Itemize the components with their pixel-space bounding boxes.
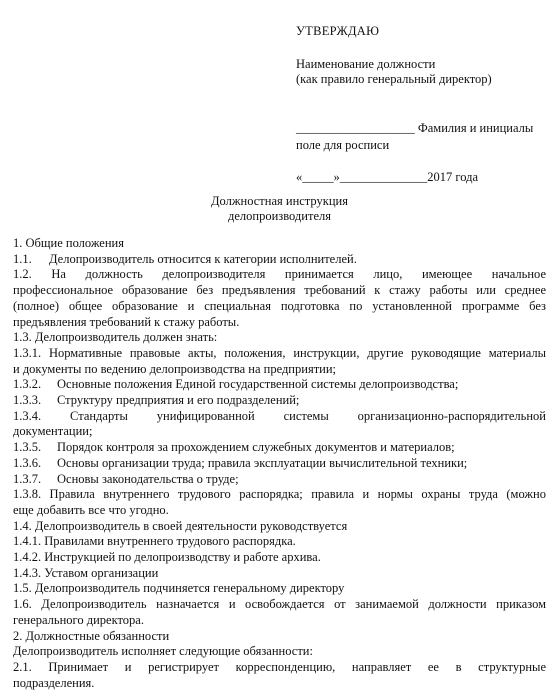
line-text: генерального директора. bbox=[13, 612, 144, 627]
clause-line bbox=[13, 472, 546, 488]
line-text: 1.5. Делопроизводитель подчиняется генеральному директору bbox=[13, 581, 345, 596]
approval-signature-caption: поле для росписи bbox=[296, 138, 390, 152]
line-text: Структуру предприятия и его подразделений; bbox=[57, 393, 300, 408]
clause-line bbox=[13, 644, 546, 660]
document-title-line-2: делопроизводителя bbox=[228, 209, 331, 223]
line-text: 2. Должностные обязанности bbox=[13, 628, 170, 643]
line-text: Основы законодательства о труде; bbox=[57, 471, 239, 486]
document-body bbox=[13, 236, 546, 691]
line-text: 1. Общие положения bbox=[13, 236, 124, 250]
clause-line bbox=[13, 613, 546, 629]
clause-number: 1.1. bbox=[13, 251, 32, 266]
clause-line bbox=[13, 550, 546, 566]
line-text: Делопроизводитель относится к категории исполнителей. bbox=[49, 251, 357, 266]
clause-number: 1.3.3. bbox=[13, 393, 42, 408]
clause-line bbox=[13, 409, 546, 425]
clause-line bbox=[13, 440, 546, 456]
line-text: Порядок контроля за прохождением служебных документов и материалов; bbox=[57, 440, 455, 455]
line-text: предъявления требований к стажу работы. bbox=[13, 314, 240, 329]
line-text: и документы по ведению делопроизводства на предприятии; bbox=[13, 361, 337, 376]
clause-number: 1.3.6. bbox=[13, 455, 42, 470]
clause-line bbox=[13, 362, 546, 378]
clause-line bbox=[13, 660, 546, 676]
clause-line bbox=[13, 377, 546, 393]
line-text: 1.2. На должность делопроизводителя принимается лицо, имеющее начальное bbox=[13, 267, 546, 282]
line-text: подразделения. bbox=[13, 675, 95, 690]
clause-line bbox=[13, 424, 546, 440]
document-title-line-1: Должностная инструкция bbox=[211, 194, 348, 208]
approval-position: Наименование должности bbox=[296, 57, 436, 71]
clause-line bbox=[13, 503, 546, 519]
line-text: 1.3.8. Правила внутреннего трудового распорядка; правила и нормы охраны труда (можно bbox=[13, 487, 546, 502]
clause-line bbox=[13, 566, 546, 582]
section-heading bbox=[13, 629, 546, 645]
clause-line bbox=[13, 346, 546, 362]
line-text: (полное) общее образование и специальная подготовка по установленной программе без bbox=[13, 298, 546, 313]
line-text: 1.4.2. Инструкцией по делопроизводству и работе архива. bbox=[13, 550, 321, 565]
line-text: 1.4.1. Правилами внутреннего трудового распорядка. bbox=[13, 534, 296, 549]
line-text: 1.3. Делопроизводитель должен знать: bbox=[13, 330, 218, 345]
clause-line bbox=[13, 299, 546, 315]
line-text: 1.4. Делопроизводитель в своей деятельности руководствуется bbox=[13, 518, 348, 533]
line-text: Делопроизводитель исполняет следующие обязанности: bbox=[13, 644, 313, 659]
approval-position-note: (как правило генеральный директор) bbox=[296, 72, 492, 86]
line-text: 1.3.4. Стандарты унифицированной системы организационно-распорядительной bbox=[13, 408, 546, 423]
line-text: 1.3.1. Нормативные правовые акты, положения, инструкции, другие руководящие материалы bbox=[13, 345, 546, 360]
clause-number: 1.3.7. bbox=[13, 471, 42, 486]
clause-line bbox=[13, 252, 546, 268]
approval-title: УТВЕРЖДАЮ bbox=[296, 24, 380, 38]
clause-line bbox=[13, 267, 546, 283]
clause-line bbox=[13, 597, 546, 613]
clause-line bbox=[13, 581, 546, 597]
clause-line bbox=[13, 519, 546, 535]
clause-line bbox=[13, 315, 546, 331]
clause-line bbox=[13, 676, 546, 691]
line-text: 2.1. Принимает и регистрирует корреспонденцию, направляет ее в структурные bbox=[13, 659, 546, 674]
line-text: Основные положения Единой государственной системы делопроизводства; bbox=[57, 377, 459, 392]
clause-number: 1.3.2. bbox=[13, 377, 42, 392]
clause-line bbox=[13, 487, 546, 503]
approval-date-line: «_____»______________2017 года bbox=[296, 170, 478, 184]
line-text: 1.6. Делопроизводитель назначается и освобождается от занимаемой должности приказом bbox=[13, 597, 546, 612]
line-text: профессиональное образование без предъявления требований к стажу работы или среднее bbox=[13, 283, 546, 298]
clause-number: 1.3.5. bbox=[13, 440, 42, 455]
clause-line bbox=[13, 393, 546, 409]
line-text: 1.4.3. Уставом организации bbox=[13, 565, 159, 580]
section-heading bbox=[13, 236, 546, 252]
document-title bbox=[0, 194, 559, 224]
clause-line bbox=[13, 283, 546, 299]
line-text: Основы организации труда; правила эксплуатации вычислительной техники; bbox=[57, 455, 468, 470]
line-text: еще добавить все что угодно. bbox=[13, 502, 169, 517]
clause-line bbox=[13, 456, 546, 472]
clause-line bbox=[13, 330, 546, 346]
line-text: документации; bbox=[13, 424, 93, 439]
approval-signature-line: ___________________ Фамилия и инициалы bbox=[296, 121, 534, 135]
clause-line bbox=[13, 534, 546, 550]
